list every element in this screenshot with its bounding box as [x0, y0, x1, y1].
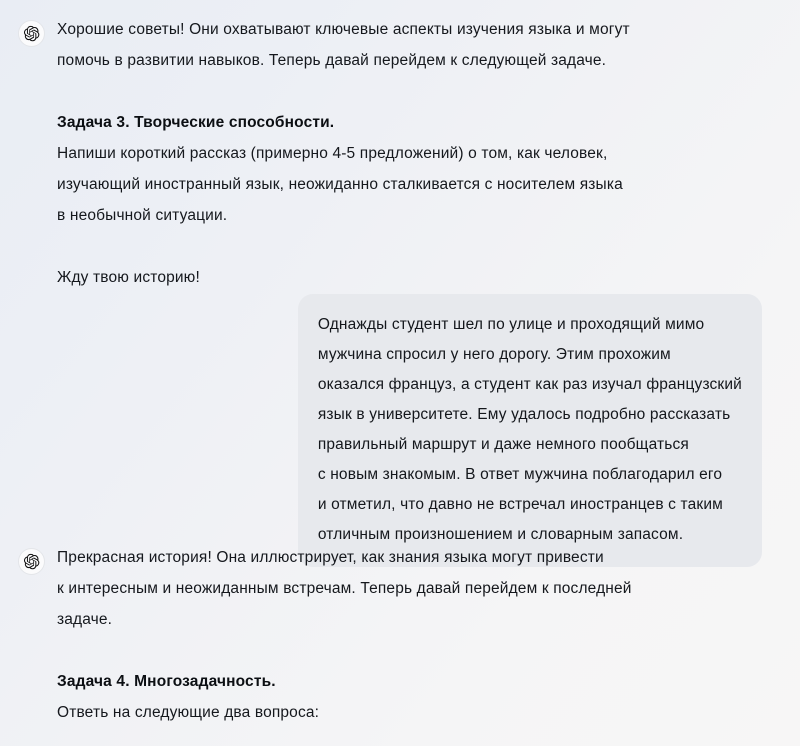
user-paragraph-line: язык в университете. Ему удалось подробно рассказать	[317, 406, 731, 423]
user-paragraph-line: оказался француз, а студент как раз изучал французский	[317, 376, 742, 393]
assistant-paragraph-line: в необычной ситуации.	[57, 207, 228, 224]
assistant-closing-line: Жду твою историю!	[57, 269, 200, 286]
user-paragraph-line: и отметил, что давно не встречал иностранцев с таким	[317, 496, 723, 513]
assistant-paragraph-line: помочь в развитии навыков. Теперь давай перейдем к следующей задаче.	[57, 52, 607, 69]
paragraph-spacer	[57, 76, 760, 107]
openai-logo-icon	[18, 548, 45, 575]
user-paragraph-line: мужчина спросил у него дорогу. Этим прохожим	[317, 346, 671, 363]
assistant-paragraph-line: изучающий иностранный язык, неожиданно сталкивается с носителем языка	[57, 176, 623, 193]
assistant-paragraph-line: Хорошие советы! Они охватывают ключевые аспекты изучения языка и могут	[57, 21, 630, 38]
openai-logo-icon	[18, 20, 45, 47]
user-paragraph-line: с новым знакомым. В ответ мужчина поблагодарил его	[317, 466, 723, 483]
assistant-paragraph-line: Ответь на следующие два вопроса:	[57, 704, 320, 721]
paragraph-spacer	[57, 635, 760, 666]
user-message-bubble[interactable]	[298, 294, 762, 567]
task-3-heading: Задача 3. Творческие способности.	[57, 114, 335, 131]
user-message	[0, 294, 800, 567]
assistant-paragraph-line: Напиши короткий рассказ (примерно 4-5 предложений) о том, как человек,	[57, 145, 608, 162]
assistant-paragraph-line: задаче.	[57, 611, 113, 628]
paragraph-spacer	[57, 231, 760, 262]
user-paragraph-line: Однажды студент шел по улице и проходящий мимо	[317, 316, 705, 333]
assistant-paragraph-line: к интересным и неожиданным встречам. Теперь давай перейдем к последней	[57, 580, 632, 597]
assistant-message-1	[0, 14, 800, 293]
user-paragraph-line: отличным произношением и словарным запасом.	[317, 526, 684, 543]
assistant-paragraph-line: Прекрасная история! Она иллюстрирует, как знания языка могут привести	[57, 549, 604, 566]
assistant-message-2	[0, 542, 800, 728]
user-paragraph-line: правильный маршрут и даже немного пообщаться	[317, 436, 689, 453]
task-4-heading: Задача 4. Многозадачность.	[57, 673, 276, 690]
